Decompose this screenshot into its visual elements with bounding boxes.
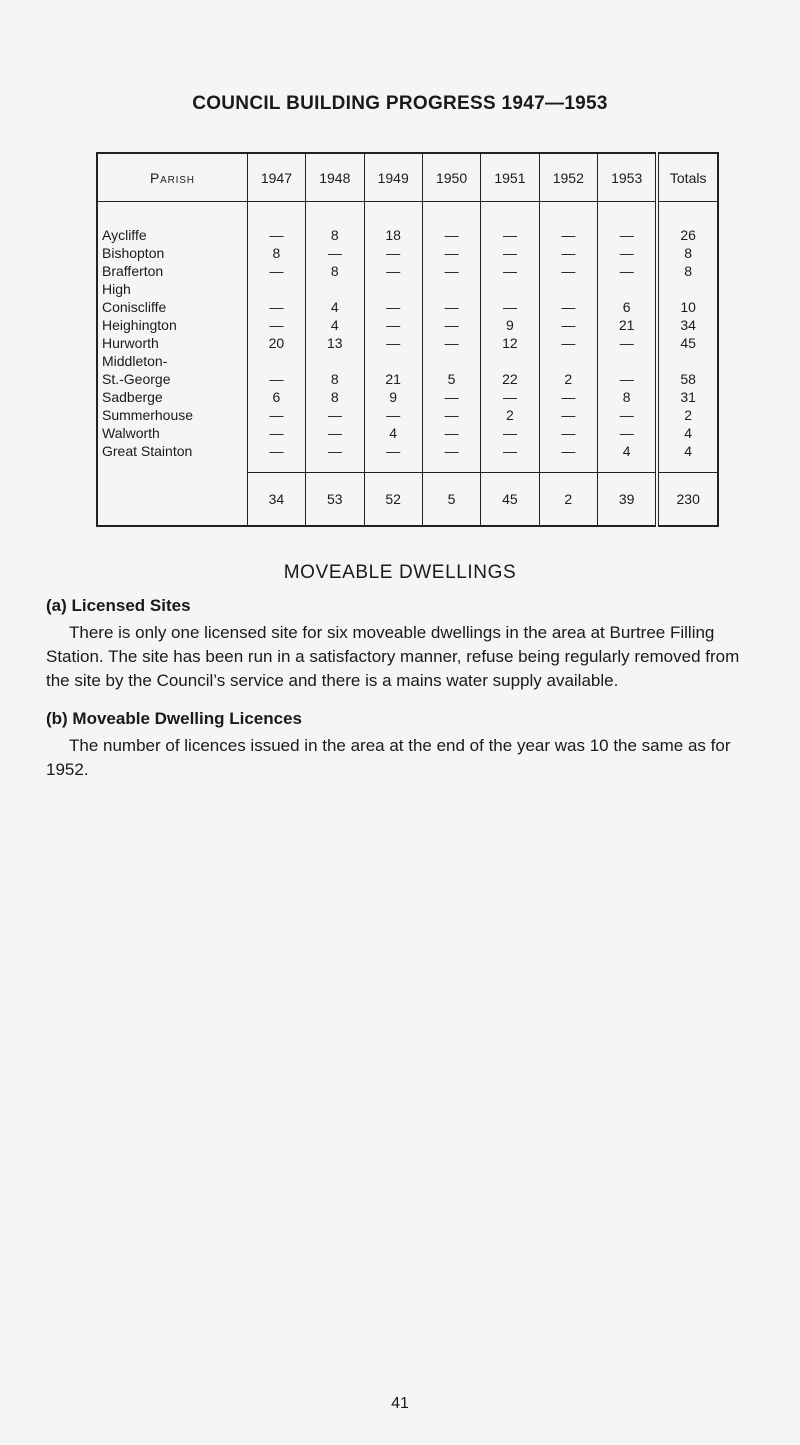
value-cell bbox=[247, 424, 305, 442]
value-cell bbox=[422, 406, 480, 424]
value-cell bbox=[598, 388, 658, 406]
value-text: — bbox=[619, 407, 634, 423]
value-text: 9 bbox=[389, 389, 398, 405]
value-cell bbox=[481, 280, 539, 316]
page-number: 41 bbox=[391, 1395, 409, 1412]
value-text: — bbox=[619, 263, 634, 279]
value-text: — bbox=[327, 443, 342, 459]
table-row bbox=[97, 334, 718, 352]
value-cell bbox=[657, 316, 718, 334]
value-cell bbox=[481, 262, 539, 280]
value-cell bbox=[598, 334, 658, 352]
value-text: — bbox=[269, 425, 284, 441]
value-text: — bbox=[386, 407, 401, 423]
value-cell bbox=[598, 442, 658, 473]
parish-name: Sadberge bbox=[102, 389, 163, 405]
value-cell bbox=[306, 262, 364, 280]
value-text: — bbox=[561, 227, 576, 243]
value-text: — bbox=[269, 371, 284, 387]
value-text: — bbox=[269, 317, 284, 333]
value-cell bbox=[657, 244, 718, 262]
value-text: 8 bbox=[330, 371, 339, 387]
value-text: — bbox=[561, 389, 576, 405]
value-text: — bbox=[444, 443, 459, 459]
value-text: 31 bbox=[680, 389, 696, 405]
value-text: — bbox=[619, 371, 634, 387]
value-text: 21 bbox=[618, 317, 635, 333]
header-year: 1950 bbox=[422, 153, 480, 202]
table-row bbox=[97, 262, 718, 280]
value-cell bbox=[657, 202, 718, 245]
value-cell bbox=[481, 244, 539, 262]
value-cell bbox=[306, 442, 364, 473]
value-text: — bbox=[444, 299, 459, 315]
header-year: 1951 bbox=[481, 153, 539, 202]
parish-name: Walworth bbox=[102, 425, 160, 441]
table-body bbox=[97, 202, 718, 527]
total-cell: 52 bbox=[364, 473, 422, 527]
value-text: — bbox=[269, 299, 284, 315]
parish-cell bbox=[97, 262, 247, 280]
value-cell bbox=[481, 442, 539, 473]
value-cell bbox=[657, 388, 718, 406]
value-cell bbox=[481, 424, 539, 442]
value-cell bbox=[539, 244, 597, 262]
value-text: — bbox=[561, 407, 576, 423]
value-cell bbox=[657, 262, 718, 280]
value-cell bbox=[306, 388, 364, 406]
value-text: — bbox=[619, 425, 634, 441]
value-text: — bbox=[561, 335, 576, 351]
parish-cell bbox=[97, 406, 247, 424]
value-text: — bbox=[444, 317, 459, 333]
value-text: — bbox=[561, 263, 576, 279]
value-cell bbox=[306, 280, 364, 316]
value-text: 4 bbox=[684, 425, 693, 441]
page-title: COUNCIL BUILDING PROGRESS 1947—1953 bbox=[192, 93, 608, 114]
table-row bbox=[97, 424, 718, 442]
parish-name: Coniscliffe bbox=[102, 299, 167, 315]
value-text: — bbox=[502, 425, 517, 441]
value-text: — bbox=[561, 317, 576, 333]
totals-row-label-cell bbox=[97, 473, 247, 527]
value-text: 9 bbox=[506, 317, 514, 333]
value-text: 6 bbox=[622, 299, 631, 315]
value-cell bbox=[422, 202, 480, 245]
value-cell bbox=[247, 442, 305, 473]
value-text: — bbox=[444, 263, 459, 279]
value-cell bbox=[247, 244, 305, 262]
parish-cell bbox=[97, 424, 247, 442]
total-cell: 39 bbox=[598, 473, 658, 527]
value-text: — bbox=[619, 245, 634, 261]
value-cell bbox=[598, 280, 658, 316]
value-text: — bbox=[327, 425, 342, 441]
value-cell bbox=[657, 442, 718, 473]
parish-name: Great Stainton bbox=[102, 443, 193, 459]
value-text: — bbox=[269, 227, 284, 243]
value-cell bbox=[539, 424, 597, 442]
table-row bbox=[97, 202, 718, 245]
parish-cell bbox=[97, 202, 247, 245]
value-text: — bbox=[444, 389, 459, 405]
value-cell bbox=[598, 424, 658, 442]
value-cell bbox=[364, 406, 422, 424]
value-text: 8 bbox=[330, 263, 339, 279]
table-row bbox=[97, 388, 718, 406]
dwelling-licences-heading: (b) Moveable Dwelling Licences bbox=[46, 709, 303, 728]
value-text: 8 bbox=[684, 263, 693, 279]
value-text: — bbox=[444, 335, 459, 351]
value-text: 12 bbox=[502, 335, 518, 351]
value-cell bbox=[422, 262, 480, 280]
value-text: 26 bbox=[680, 227, 696, 243]
table-row bbox=[97, 352, 718, 388]
value-cell bbox=[598, 316, 658, 334]
licensed-sites-heading: (a) Licensed Sites bbox=[46, 596, 191, 615]
value-text: 13 bbox=[327, 335, 343, 351]
value-text: — bbox=[444, 227, 459, 243]
total-cell: 53 bbox=[306, 473, 364, 527]
value-cell bbox=[539, 334, 597, 352]
value-cell bbox=[422, 316, 480, 334]
value-cell bbox=[364, 280, 422, 316]
value-cell bbox=[247, 334, 305, 352]
value-cell bbox=[598, 202, 658, 245]
value-text: 5 bbox=[447, 371, 456, 387]
value-text: 10 bbox=[680, 299, 696, 315]
total-cell: 230 bbox=[657, 473, 718, 527]
value-text: — bbox=[502, 443, 517, 459]
value-text: 18 bbox=[385, 227, 401, 243]
value-text: — bbox=[327, 245, 342, 261]
value-cell bbox=[247, 406, 305, 424]
table-row bbox=[97, 316, 718, 334]
dwelling-licences-paragraph: The number of licences issued in the area at the end of the year was 10 the same as for 1952. bbox=[46, 736, 731, 779]
value-text: 8 bbox=[272, 245, 281, 261]
value-text: 8 bbox=[330, 389, 339, 405]
value-text: 6 bbox=[272, 389, 281, 405]
value-cell bbox=[598, 406, 658, 424]
table-row bbox=[97, 280, 718, 316]
value-cell bbox=[364, 244, 422, 262]
value-text: — bbox=[561, 245, 576, 261]
value-cell bbox=[306, 316, 364, 334]
table-row bbox=[97, 406, 718, 424]
value-text: — bbox=[619, 335, 634, 351]
building-progress-table bbox=[96, 152, 719, 527]
value-cell bbox=[306, 244, 364, 262]
value-text: — bbox=[269, 407, 284, 423]
value-text: — bbox=[386, 245, 401, 261]
value-cell bbox=[598, 262, 658, 280]
value-text: 8 bbox=[330, 227, 339, 243]
parish-cell bbox=[97, 244, 247, 262]
value-cell bbox=[539, 442, 597, 473]
value-cell bbox=[422, 388, 480, 406]
parish-name: Middleton- bbox=[102, 353, 168, 369]
parish-name: Heighington bbox=[102, 317, 177, 333]
value-cell bbox=[481, 316, 539, 334]
value-text: 45 bbox=[680, 335, 696, 351]
value-text: 4 bbox=[389, 425, 398, 441]
value-text: — bbox=[386, 335, 401, 351]
value-cell bbox=[422, 280, 480, 316]
value-cell bbox=[364, 202, 422, 245]
value-cell bbox=[306, 352, 364, 388]
value-text: — bbox=[386, 299, 401, 315]
value-cell bbox=[657, 334, 718, 352]
value-cell bbox=[364, 262, 422, 280]
value-text: — bbox=[444, 425, 459, 441]
parish-name: Aycliffe bbox=[102, 227, 147, 243]
value-cell bbox=[364, 388, 422, 406]
table-row bbox=[97, 244, 718, 262]
value-text: 8 bbox=[684, 245, 693, 261]
value-text: — bbox=[327, 407, 342, 423]
totals-row bbox=[97, 473, 718, 527]
value-text: — bbox=[502, 389, 517, 405]
value-cell bbox=[539, 280, 597, 316]
value-text: — bbox=[619, 227, 634, 243]
value-text: 34 bbox=[680, 317, 696, 333]
parish-cell bbox=[97, 442, 247, 473]
value-text: 21 bbox=[385, 371, 401, 387]
value-cell bbox=[247, 202, 305, 245]
value-cell bbox=[247, 262, 305, 280]
header-year: 1952 bbox=[539, 153, 597, 202]
value-cell bbox=[657, 406, 718, 424]
value-cell bbox=[422, 442, 480, 473]
value-cell bbox=[598, 352, 658, 388]
value-text: — bbox=[386, 317, 401, 333]
parish-name: Bishopton bbox=[102, 245, 165, 261]
value-text: — bbox=[269, 263, 284, 279]
value-text: 22 bbox=[502, 371, 518, 387]
value-cell bbox=[481, 406, 539, 424]
value-cell bbox=[247, 280, 305, 316]
value-text: 8 bbox=[622, 389, 631, 405]
value-cell bbox=[481, 202, 539, 245]
value-cell bbox=[422, 244, 480, 262]
value-text: — bbox=[561, 425, 576, 441]
parish-name: Hurworth bbox=[102, 335, 159, 351]
value-cell bbox=[306, 424, 364, 442]
total-cell: 5 bbox=[422, 473, 480, 527]
parish-cell bbox=[97, 352, 247, 388]
value-text: 20 bbox=[268, 335, 285, 351]
value-cell bbox=[247, 388, 305, 406]
value-text: — bbox=[386, 263, 401, 279]
value-cell bbox=[481, 352, 539, 388]
value-cell bbox=[481, 388, 539, 406]
total-cell: 45 bbox=[481, 473, 539, 527]
header-year: 1953 bbox=[598, 153, 658, 202]
value-text: — bbox=[502, 263, 517, 279]
parish-name: Summerhouse bbox=[102, 407, 194, 423]
value-text: — bbox=[502, 299, 517, 315]
value-cell bbox=[539, 202, 597, 245]
header-parish: Parish bbox=[97, 153, 247, 202]
value-cell bbox=[539, 406, 597, 424]
value-cell bbox=[364, 334, 422, 352]
value-cell bbox=[422, 352, 480, 388]
value-cell bbox=[306, 406, 364, 424]
value-text: — bbox=[444, 245, 459, 261]
value-cell bbox=[539, 388, 597, 406]
value-text: 2 bbox=[506, 407, 514, 423]
total-cell: 34 bbox=[247, 473, 305, 527]
value-cell bbox=[539, 316, 597, 334]
header-year: 1947 bbox=[247, 153, 305, 202]
table-row bbox=[97, 442, 718, 473]
value-text: — bbox=[561, 443, 576, 459]
value-text: 4 bbox=[330, 317, 339, 333]
value-cell bbox=[657, 424, 718, 442]
value-cell bbox=[247, 352, 305, 388]
value-cell bbox=[657, 280, 718, 316]
value-cell bbox=[598, 244, 658, 262]
licensed-sites-paragraph: There is only one licensed site for six moveable dwellings in the area at Burtree Filling Station. The site has been run in a satisfactory manner, refuse being regularly removed from the site by the Council’s service and there is a mains water supply available. bbox=[46, 623, 740, 690]
value-cell bbox=[657, 352, 718, 388]
value-cell bbox=[306, 202, 364, 245]
value-text: 2 bbox=[684, 407, 693, 423]
parish-cell bbox=[97, 388, 247, 406]
value-text: 4 bbox=[330, 299, 339, 315]
value-text: — bbox=[502, 245, 517, 261]
parish-name: High bbox=[102, 281, 131, 297]
value-text: — bbox=[269, 443, 284, 459]
value-cell bbox=[364, 424, 422, 442]
parish-cell bbox=[97, 280, 247, 316]
value-cell bbox=[422, 424, 480, 442]
header-year: 1948 bbox=[306, 153, 364, 202]
value-cell bbox=[364, 316, 422, 334]
value-cell bbox=[481, 334, 539, 352]
value-text: 2 bbox=[564, 371, 573, 387]
section-title: MOVEABLE DWELLINGS bbox=[283, 562, 517, 583]
parish-name: St.-George bbox=[102, 371, 171, 387]
value-text: — bbox=[444, 407, 459, 423]
parish-cell bbox=[97, 334, 247, 352]
value-text: 4 bbox=[684, 443, 693, 459]
total-cell: 2 bbox=[539, 473, 597, 527]
value-text: 4 bbox=[622, 443, 631, 459]
value-cell bbox=[539, 352, 597, 388]
value-cell bbox=[422, 334, 480, 352]
value-cell bbox=[247, 316, 305, 334]
header-year: 1949 bbox=[364, 153, 422, 202]
value-cell bbox=[306, 334, 364, 352]
parish-name: Brafferton bbox=[102, 263, 164, 279]
table-header-row bbox=[97, 153, 718, 202]
value-text: — bbox=[502, 227, 517, 243]
value-cell bbox=[364, 352, 422, 388]
value-cell bbox=[539, 262, 597, 280]
value-cell bbox=[364, 442, 422, 473]
header-totals: Totals bbox=[657, 153, 718, 202]
value-text: 58 bbox=[680, 371, 696, 387]
value-text: — bbox=[386, 443, 401, 459]
value-text: — bbox=[561, 299, 576, 315]
parish-cell bbox=[97, 316, 247, 334]
